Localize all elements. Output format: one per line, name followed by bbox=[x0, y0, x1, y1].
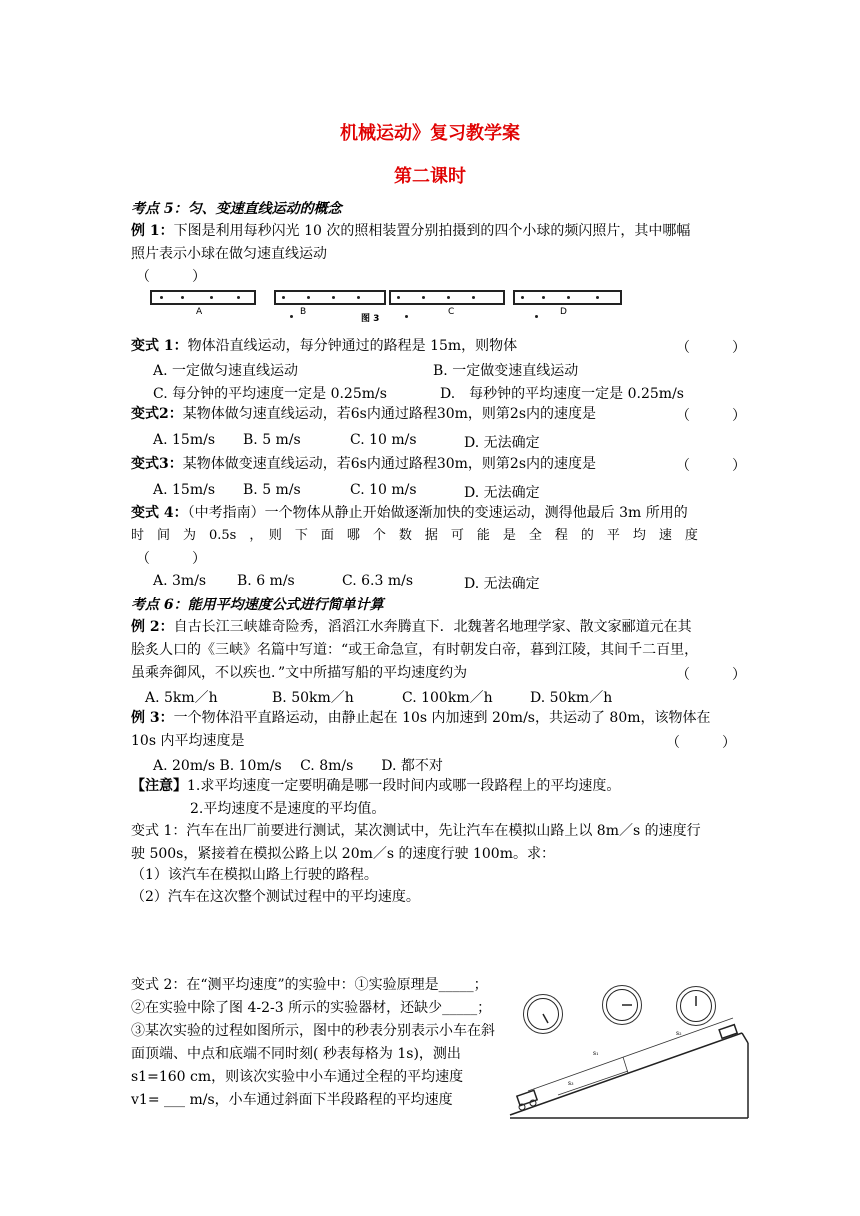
note-2: 2.平均速度不是速度的平均值。 bbox=[190, 801, 386, 817]
ex3-line1 bbox=[131, 709, 711, 727]
practice2-line2: ②在实验中除了图 4-2-3 所示的实验器材，还缺少_____； bbox=[131, 1000, 492, 1016]
practice1-line2: 驶 500s，紧接着在模拟公路上以 20m／s 的速度行驶 100m。求： bbox=[131, 846, 555, 862]
ex2-line3: 虽乘奔御风，不以疾也．”文中所描写船的平均速度约为 bbox=[131, 665, 468, 681]
practice2-line1: 变式 2：在“测平均速度”的实验中：①实验原理是_____； bbox=[131, 977, 488, 993]
stopwatch-end-icon bbox=[680, 990, 712, 1022]
v4-option-b: B. 6 m/s bbox=[237, 573, 295, 589]
strip-label-b: B bbox=[300, 307, 307, 317]
kp5-heading: 考点 5：匀、变速直线运动的概念 bbox=[131, 201, 342, 217]
v1-text: 物体沿直线运动，每分钟通过的路程是 15m，则物体 bbox=[187, 338, 518, 354]
v2-option-c: C. 10 m/s bbox=[350, 432, 417, 448]
v3-text: 某物体做变速直线运动，若6s内通过路程30m，则第2s内的速度是 bbox=[182, 456, 597, 472]
fig3-caption: 图 3 bbox=[361, 314, 380, 324]
v2-text: 某物体做匀速直线运动，若6s内通过路程30m，则第2s内的速度是 bbox=[182, 406, 597, 422]
v4-line2: 时 间 为 0.5s ， 则 下 面 哪 个 数 据 可 能 是 全 程 的 平 均 速 度 bbox=[131, 528, 698, 543]
v3-option-a: A. 15m/s bbox=[153, 482, 216, 498]
note-label: 【注意】 bbox=[131, 778, 187, 794]
page-title: 机械运动》复习教学案 bbox=[340, 123, 520, 144]
ex2-paren: （ ） bbox=[676, 667, 746, 683]
s3-label: s₃ bbox=[568, 1080, 574, 1087]
v3-option-c: C. 10 m/s bbox=[350, 482, 417, 498]
note-line1 bbox=[131, 777, 620, 795]
strip-a bbox=[150, 290, 256, 305]
v1-line bbox=[131, 337, 517, 355]
strip-c bbox=[389, 290, 505, 305]
v2-option-d: D. 无法确定 bbox=[464, 435, 540, 451]
ex1-label: 例 1： bbox=[131, 223, 174, 239]
v1-option-d: D. 每秒钟的平均速度一定是 0.25m/s bbox=[440, 386, 684, 402]
v3-line bbox=[131, 455, 596, 473]
practice1-q1: （1）该汽车在模拟山路上行驶的路程。 bbox=[131, 867, 378, 883]
ex3-paren: （ ） bbox=[666, 735, 736, 751]
v1-label: 变式 1： bbox=[131, 338, 188, 354]
ex1-text1: 下图是利用每秒闪光 10 次的照相装置分别拍摄到的四个小球的频闪照片，其中哪幅 bbox=[173, 223, 691, 239]
ex2-option-c: C. 100km／h bbox=[402, 690, 493, 706]
v1-option-c: C. 每分钟的平均速度一定是 0.25m/s bbox=[153, 386, 387, 402]
ex2-option-b: B. 50km／h bbox=[272, 690, 354, 706]
practice2-line6: v1= ___ m/s，小车通过斜面下半段路程的平均速度 bbox=[131, 1092, 453, 1108]
practice1-q2: （2）汽车在这次整个测试过程中的平均速度。 bbox=[131, 889, 420, 905]
v2-option-a: A. 15m/s bbox=[153, 432, 216, 448]
strip-label-c: C bbox=[448, 307, 455, 317]
v4-option-c: C. 6.3 m/s bbox=[342, 573, 414, 589]
s2-label: s₂ bbox=[676, 1030, 682, 1037]
strip-label-a: A bbox=[196, 307, 203, 317]
v4-line1 bbox=[131, 504, 688, 522]
stopwatch-middle-icon bbox=[606, 989, 638, 1021]
ex3-label: 例 3： bbox=[131, 710, 174, 726]
v4-option-d: D. 无法确定 bbox=[464, 576, 540, 592]
ex2-line1 bbox=[131, 618, 692, 636]
v4-text1: （中考指南）一个物体从静止开始做逐渐加快的变速运动，测得他最后 3m 所用的 bbox=[187, 505, 688, 521]
practice2-line3: ③某次实验的过程如图所示，图中的秒表分别表示小车在斜 bbox=[131, 1023, 495, 1039]
kp6-heading: 考点 6：能用平均速度公式进行简单计算 bbox=[131, 597, 384, 613]
ex3-text1: 一个物体沿平直路运动，由静止起在 10s 内加速到 20m/s，共运动了 80m，该物体在 bbox=[173, 710, 711, 726]
ex2-option-d: D. 50km／h bbox=[530, 690, 613, 706]
stopwatch-start-icon bbox=[527, 998, 559, 1030]
ex3-line2: 10s 内平均速度是 bbox=[131, 733, 245, 749]
strip-label-d: D bbox=[560, 307, 567, 317]
v1-paren: （ ） bbox=[676, 340, 746, 356]
v3-option-d: D. 无法确定 bbox=[464, 485, 540, 501]
v2-line bbox=[131, 405, 596, 423]
v2-option-b: B. 5 m/s bbox=[243, 432, 301, 448]
ex2-text1: 自古长江三峡雄奇险秀，滔滔江水奔腾直下．北魏著名地理学家、散文家郦道元在其 bbox=[173, 619, 692, 635]
v1-option-a: A. 一定做匀速直线运动 bbox=[153, 363, 299, 379]
ex3-options: A. 20m/s B. 10m/s C. 8m/s D. 都不对 bbox=[153, 758, 443, 774]
v4-label: 变式 4： bbox=[131, 505, 188, 521]
strip-d bbox=[513, 290, 622, 305]
v3-paren: （ ） bbox=[676, 458, 746, 474]
v2-label: 变式2： bbox=[131, 406, 183, 422]
ex2-line2: 脍炙人口的《三峡》名篇中写道：“或王命急宣，有时朝发白帝，暮到江陵，其间千二百里， bbox=[131, 642, 699, 658]
ex1-paren: （ ） bbox=[136, 269, 206, 285]
v4-paren: （ ） bbox=[136, 551, 206, 567]
practice2-line5: s1=160 cm，则该次实验中小车通过全程的平均速度 bbox=[131, 1069, 464, 1085]
ex1-line2: 照片表示小球在做匀速直线运动 bbox=[131, 246, 327, 262]
practice1-line1: 变式 1：汽车在出厂前要进行测试，某次测试中，先让汽车在模拟山路上以 8m／s 的速度行 bbox=[131, 823, 701, 839]
v3-label: 变式3： bbox=[131, 456, 183, 472]
v4-option-a: A. 3m/s bbox=[153, 573, 207, 589]
ex2-label: 例 2： bbox=[131, 619, 174, 635]
practice2-line4: 面顶端、中点和底端不同时刻( 秒表每格为 1s)，测出 bbox=[131, 1046, 461, 1062]
v2-paren: （ ） bbox=[676, 408, 746, 424]
v1-option-b: B. 一定做变速直线运动 bbox=[433, 363, 579, 379]
ex1-line1 bbox=[131, 222, 690, 240]
s1-label: s₁ bbox=[593, 1050, 599, 1057]
strip-b bbox=[274, 290, 386, 305]
page-subtitle: 第二课时 bbox=[394, 166, 466, 187]
note-1: 1.求平均速度一定要明确是哪一段时间内或哪一段路程上的平均速度。 bbox=[187, 778, 621, 794]
ex2-option-a: A. 5km／h bbox=[145, 690, 218, 706]
v3-option-b: B. 5 m/s bbox=[243, 482, 301, 498]
